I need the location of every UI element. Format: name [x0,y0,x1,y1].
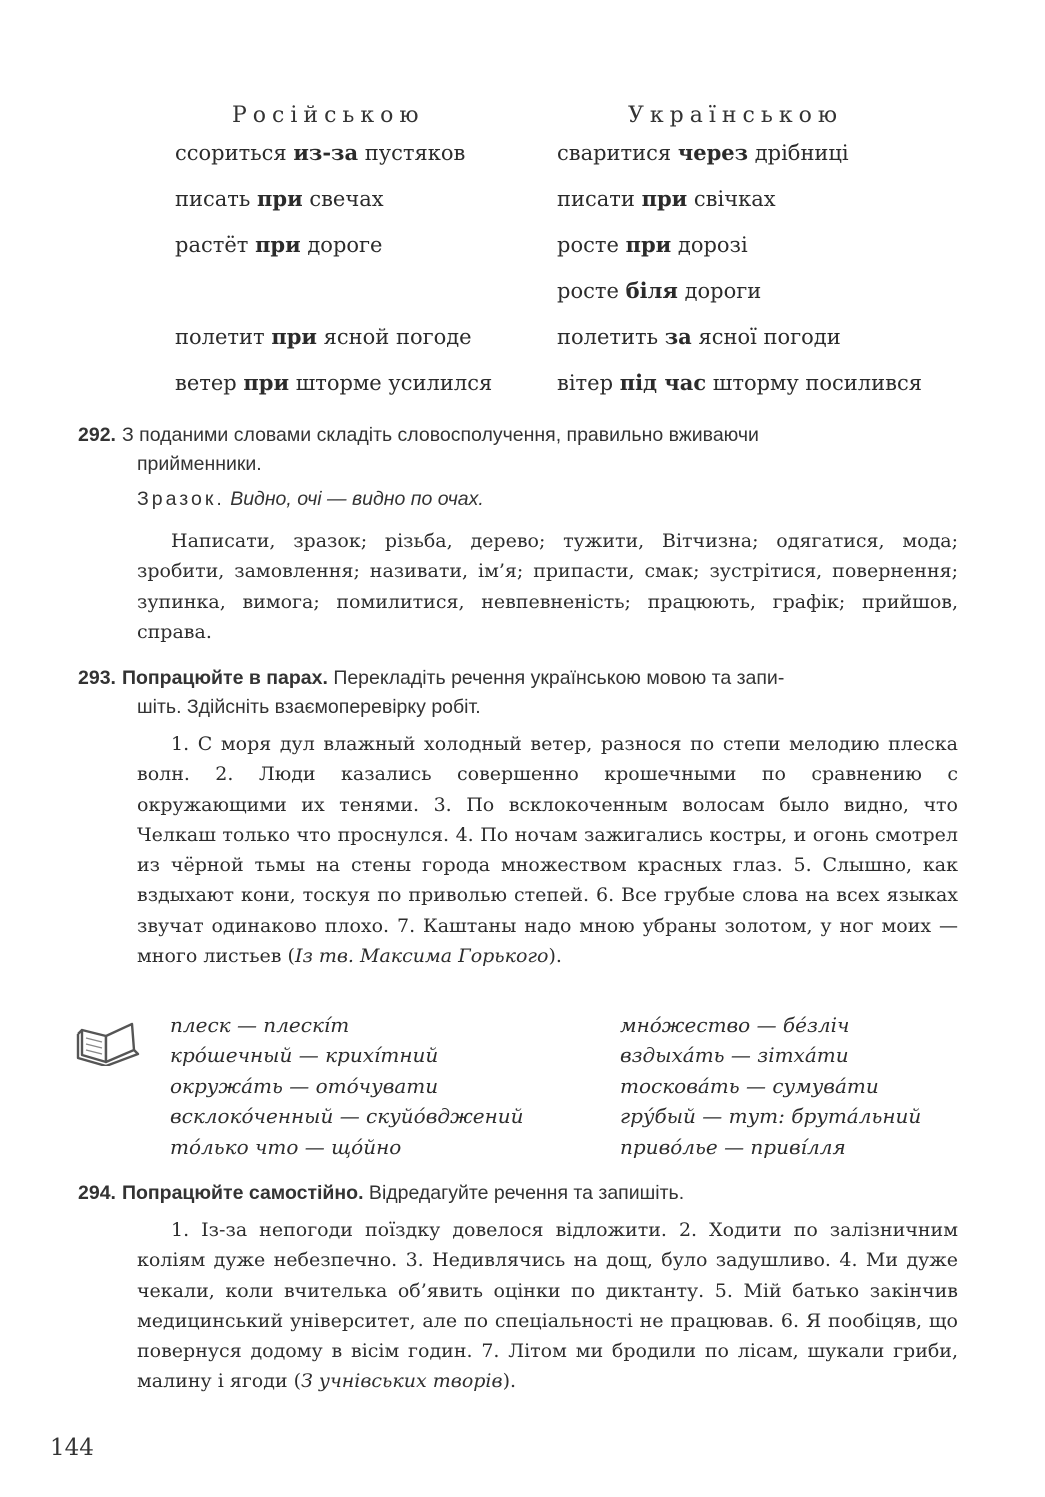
exercise-293-task [78,664,963,722]
preposition: через [677,140,749,165]
ukrainian-phrase [557,370,922,395]
vocab-entry: гру́бый — тут: брута́льний [620,1104,922,1129]
task-text: Перекладіть речення українською мовою та запи- [327,667,785,689]
phrase-part: дороге [300,233,383,257]
preposition: біля [625,278,678,303]
preposition: при [243,370,290,395]
vocab-list-left [170,1010,524,1162]
ukrainian-phrase [557,324,841,349]
task-text: Відредагуйте речення та запишіть. [363,1182,685,1204]
phrase-part: дорозі [671,233,748,257]
vocab-entry: окружа́ть — ото́чувати [170,1073,439,1098]
comparison-row [0,278,1045,312]
ukrainian-phrase [557,278,761,303]
sample-example: Видно, очі — видно по очах. [230,488,484,510]
phrase-part: ссориться [175,141,294,165]
exercise-294-text [137,1215,958,1397]
phrase-part: сваритися [557,141,678,165]
russian-phrase [175,324,472,349]
preposition: за [664,324,692,349]
phrase-part: дороги [677,279,762,303]
phrase-part: дрібниці [748,141,849,165]
task-mode: Попрацюйте самостійно. [121,1182,364,1204]
phrase-part: ветер [175,371,244,395]
vocab-entry: тоскова́ть — сумува́ти [620,1073,879,1098]
vocab-entry: плеск — плескі́т [170,1013,350,1037]
phrase-part: вітер [557,371,620,395]
comparison-row [0,186,1045,220]
phrase-part: растёт [175,233,256,257]
preposition: при [625,232,672,257]
exercise-number: 294. [78,1182,116,1204]
preposition: из-за [293,140,359,165]
vocab-entry: то́лько что — що́йно [170,1134,402,1159]
phrase-part: полетить [557,325,665,349]
ukrainian-phrase [557,140,849,165]
preposition: при [255,232,301,257]
vocab-entry: приво́лье — приві́лля [620,1134,846,1159]
header-russian: Російською [232,103,425,128]
text-body: 1. С моря дул влажный холодный ветер, разнося по степи мелодию плеска волн. 2. Люди казались совершенно крошечными по сравнению с окружающими их тенями. 3. По всклокоченным волосам было видно, что Челкаш только что проснулся. 4. По ночам зажигались костры, и огонь смотрел из чёрной тьмы на стены города множеством красных глаз. 5. Слышно, как вздыхают кони, тоскуя по приволью степей. 6. Все грубые слова на всех языках звучат одинаково плохо. 7. Каштаны надо мною убраны золотом, у ног моих — много листьев ( [137,733,958,968]
task-text-continued: шіть. Здійсніть взаємоперевірку робіт. [137,696,481,718]
preposition: при [257,186,303,211]
exercise-294-task [78,1179,963,1208]
russian-phrase [175,232,382,257]
comparison-row [0,232,1045,266]
phrase-part: свечах [302,187,384,211]
exercise-number: 293. [78,667,116,689]
exercise-292-task [78,421,963,479]
text-end: ). [502,1370,517,1393]
ukrainian-phrase [557,232,748,257]
vocab-entry: вздыха́ть — зітха́ти [620,1043,849,1068]
vocab-entry: кро́шечный — крихі́тний [170,1043,439,1068]
exercise-number: 292. [78,424,116,446]
phrase-part: шторму посилився [706,371,922,395]
russian-phrase [175,140,465,165]
text-body: 1. Із-за непогоди поїздку довелося відложити. 2. Ходити по залізничним коліям дуже небезпечно. 3. Недивлячись на дощ, було задушливо. 4. Ми дуже чекали, коли вчителька об’явить оцінки по диктанту. 5. Мій батько закінчив медицинський університет, але по спеціальності не працював. 6. Я пообіцяв, що повернуся додому в вісім годин. 7. Літом ми бродили по лісам, шукали гриби, малину і ягоди ( [137,1219,958,1393]
phrase-part: писать [175,187,258,211]
exercise-292-sample [137,488,957,511]
book-icon [76,1014,140,1066]
phrase-part: росте [557,279,626,303]
phrase-part: полетит [175,325,272,349]
preposition: при [641,186,688,211]
phrase-part: шторме усилился [289,371,493,395]
russian-phrase [175,186,384,211]
vocab-entry: всклоко́ченный — скуйо́вджений [170,1104,524,1129]
task-mode: Попрацюйте в парах. [121,667,328,689]
text-end: ). [548,945,562,968]
ukrainian-phrase [557,186,776,211]
comparison-row [0,324,1045,358]
sample-label: Зразок. [137,488,225,510]
russian-phrase [175,370,492,395]
text-source: З учнівських творів [301,1370,503,1393]
comparison-row [0,140,1045,174]
phrase-part: свічках [687,187,776,211]
phrase-part: пустяков [358,141,466,165]
vocab-list-right [620,1010,921,1162]
page-number: 144 [50,1435,94,1461]
vocab-entry: мно́жество — бе́зліч [620,1013,850,1037]
comparison-row [0,370,1045,404]
preposition: під час [619,370,707,395]
task-text: З поданими словами складіть словосполучення, правильно вживаючи [121,424,759,446]
phrase-part: писати [557,187,642,211]
text-source: Із тв. Максима Горького [294,945,549,968]
exercise-292-words: Написати, зразок; різьба, дерево; тужити, Вітчизна; одягатися, мода; зробити, замовлення; називати, ім’я; припасти, смак; зустрітися, повернення; зупинка, вимога; помилитися, невпевненість; працюють, графік; прийшов, справа. [137,530,958,643]
preposition: при [271,324,317,349]
exercise-293-text [137,729,958,971]
phrase-part: ясної погоди [691,325,841,349]
phrase-part: ясной погоде [316,325,472,349]
header-ukrainian: Українською [628,103,843,128]
task-text-continued: прийменники. [137,453,262,475]
phrase-part: росте [557,233,626,257]
